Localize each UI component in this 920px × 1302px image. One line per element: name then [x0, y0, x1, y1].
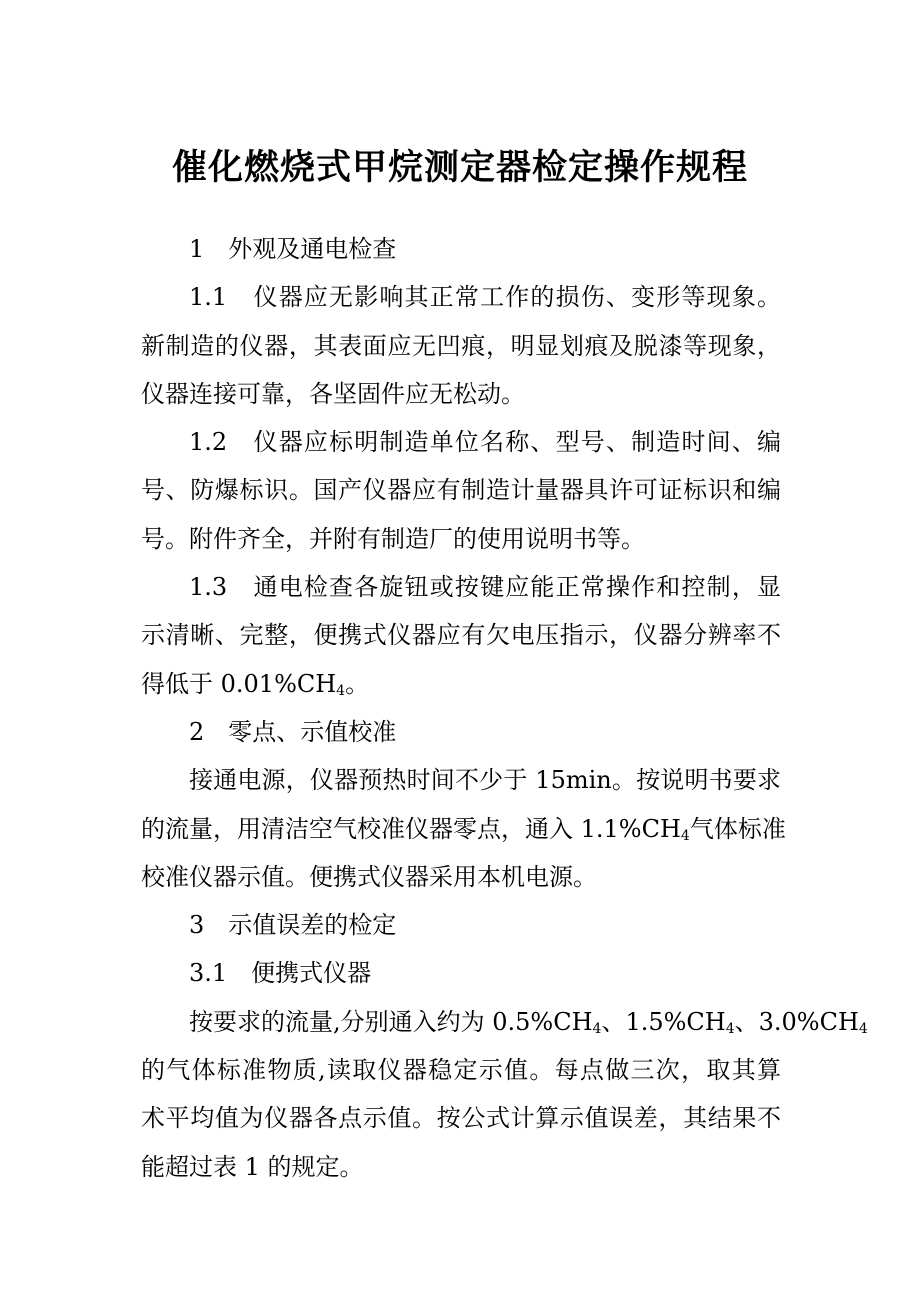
text-run: 的流量，用清洁空气校准仪器零点，通入 1.1%CH	[141, 814, 681, 843]
paragraph-line: 新制造的仪器，其表面应无凹痕，明显划痕及脱漆等现象，	[141, 331, 781, 360]
paragraph-line: 仪器连接可靠，各坚固件应无松动。	[141, 379, 525, 408]
text-run: 、3.0%CH	[734, 1007, 859, 1036]
subscript: 4	[680, 827, 690, 844]
section-heading-3: 3 示值误差的检定	[189, 911, 397, 940]
subscript: 4	[725, 1020, 735, 1037]
paragraph-line: 1.3 通电检查各旋钮或按键应能正常操作和控制，显	[189, 573, 781, 602]
section-heading-3-1: 3.1 便携式仪器	[189, 959, 372, 988]
paragraph-line: 校准仪器示值。便携式仪器采用本机电源。	[141, 862, 597, 891]
paragraph-line: 号。附件齐全，并附有制造厂的使用说明书等。	[141, 524, 645, 553]
paragraph-line	[141, 998, 868, 1046]
paragraph-line: 能超过表 1 的规定。	[141, 1152, 364, 1181]
paragraph-line: 1.2 仪器应标明制造单位名称、型号、制造时间、编	[189, 428, 781, 457]
paragraph-line	[141, 805, 786, 853]
text-run: 。	[345, 669, 370, 698]
section-heading-1: 1 外观及通电检查	[189, 235, 397, 263]
subscript: 4	[336, 682, 346, 699]
paragraph-line: 接通电源，仪器预热时间不少于 15min。按说明书要求	[189, 766, 781, 795]
document-title: 催化燃烧式甲烷测定器检定操作规程	[171, 148, 748, 188]
text-run: 气体标准	[689, 814, 786, 843]
paragraph-line: 1.1 仪器应无影响其正常工作的损伤、变形等现象。	[189, 283, 781, 312]
text-run: 按要求的流量,分别通入约为 0.5%CH	[189, 1007, 593, 1036]
section-heading-2: 2 零点、示值校准	[189, 717, 397, 746]
paragraph-line: 的气体标准物质,读取仪器稳定示值。每点做三次，取其算	[141, 1056, 781, 1085]
subscript: 4	[592, 1020, 602, 1037]
paragraph-line: 示清晰、完整，便携式仪器应有欠电压指示，仪器分辨率不	[141, 621, 781, 650]
document-body	[141, 225, 868, 1191]
paragraph-line: 术平均值为仪器各点示值。按公式计算示值误差，其结果不	[141, 1104, 781, 1133]
text-run: 、1.5%CH	[601, 1007, 726, 1036]
text-run: 得低于 0.01%CH	[141, 669, 337, 698]
paragraph-line	[141, 660, 781, 708]
paragraph-line: 号、防爆标识。国产仪器应有制造计量器具许可证标识和编	[141, 476, 781, 505]
subscript: 4	[858, 1020, 868, 1037]
